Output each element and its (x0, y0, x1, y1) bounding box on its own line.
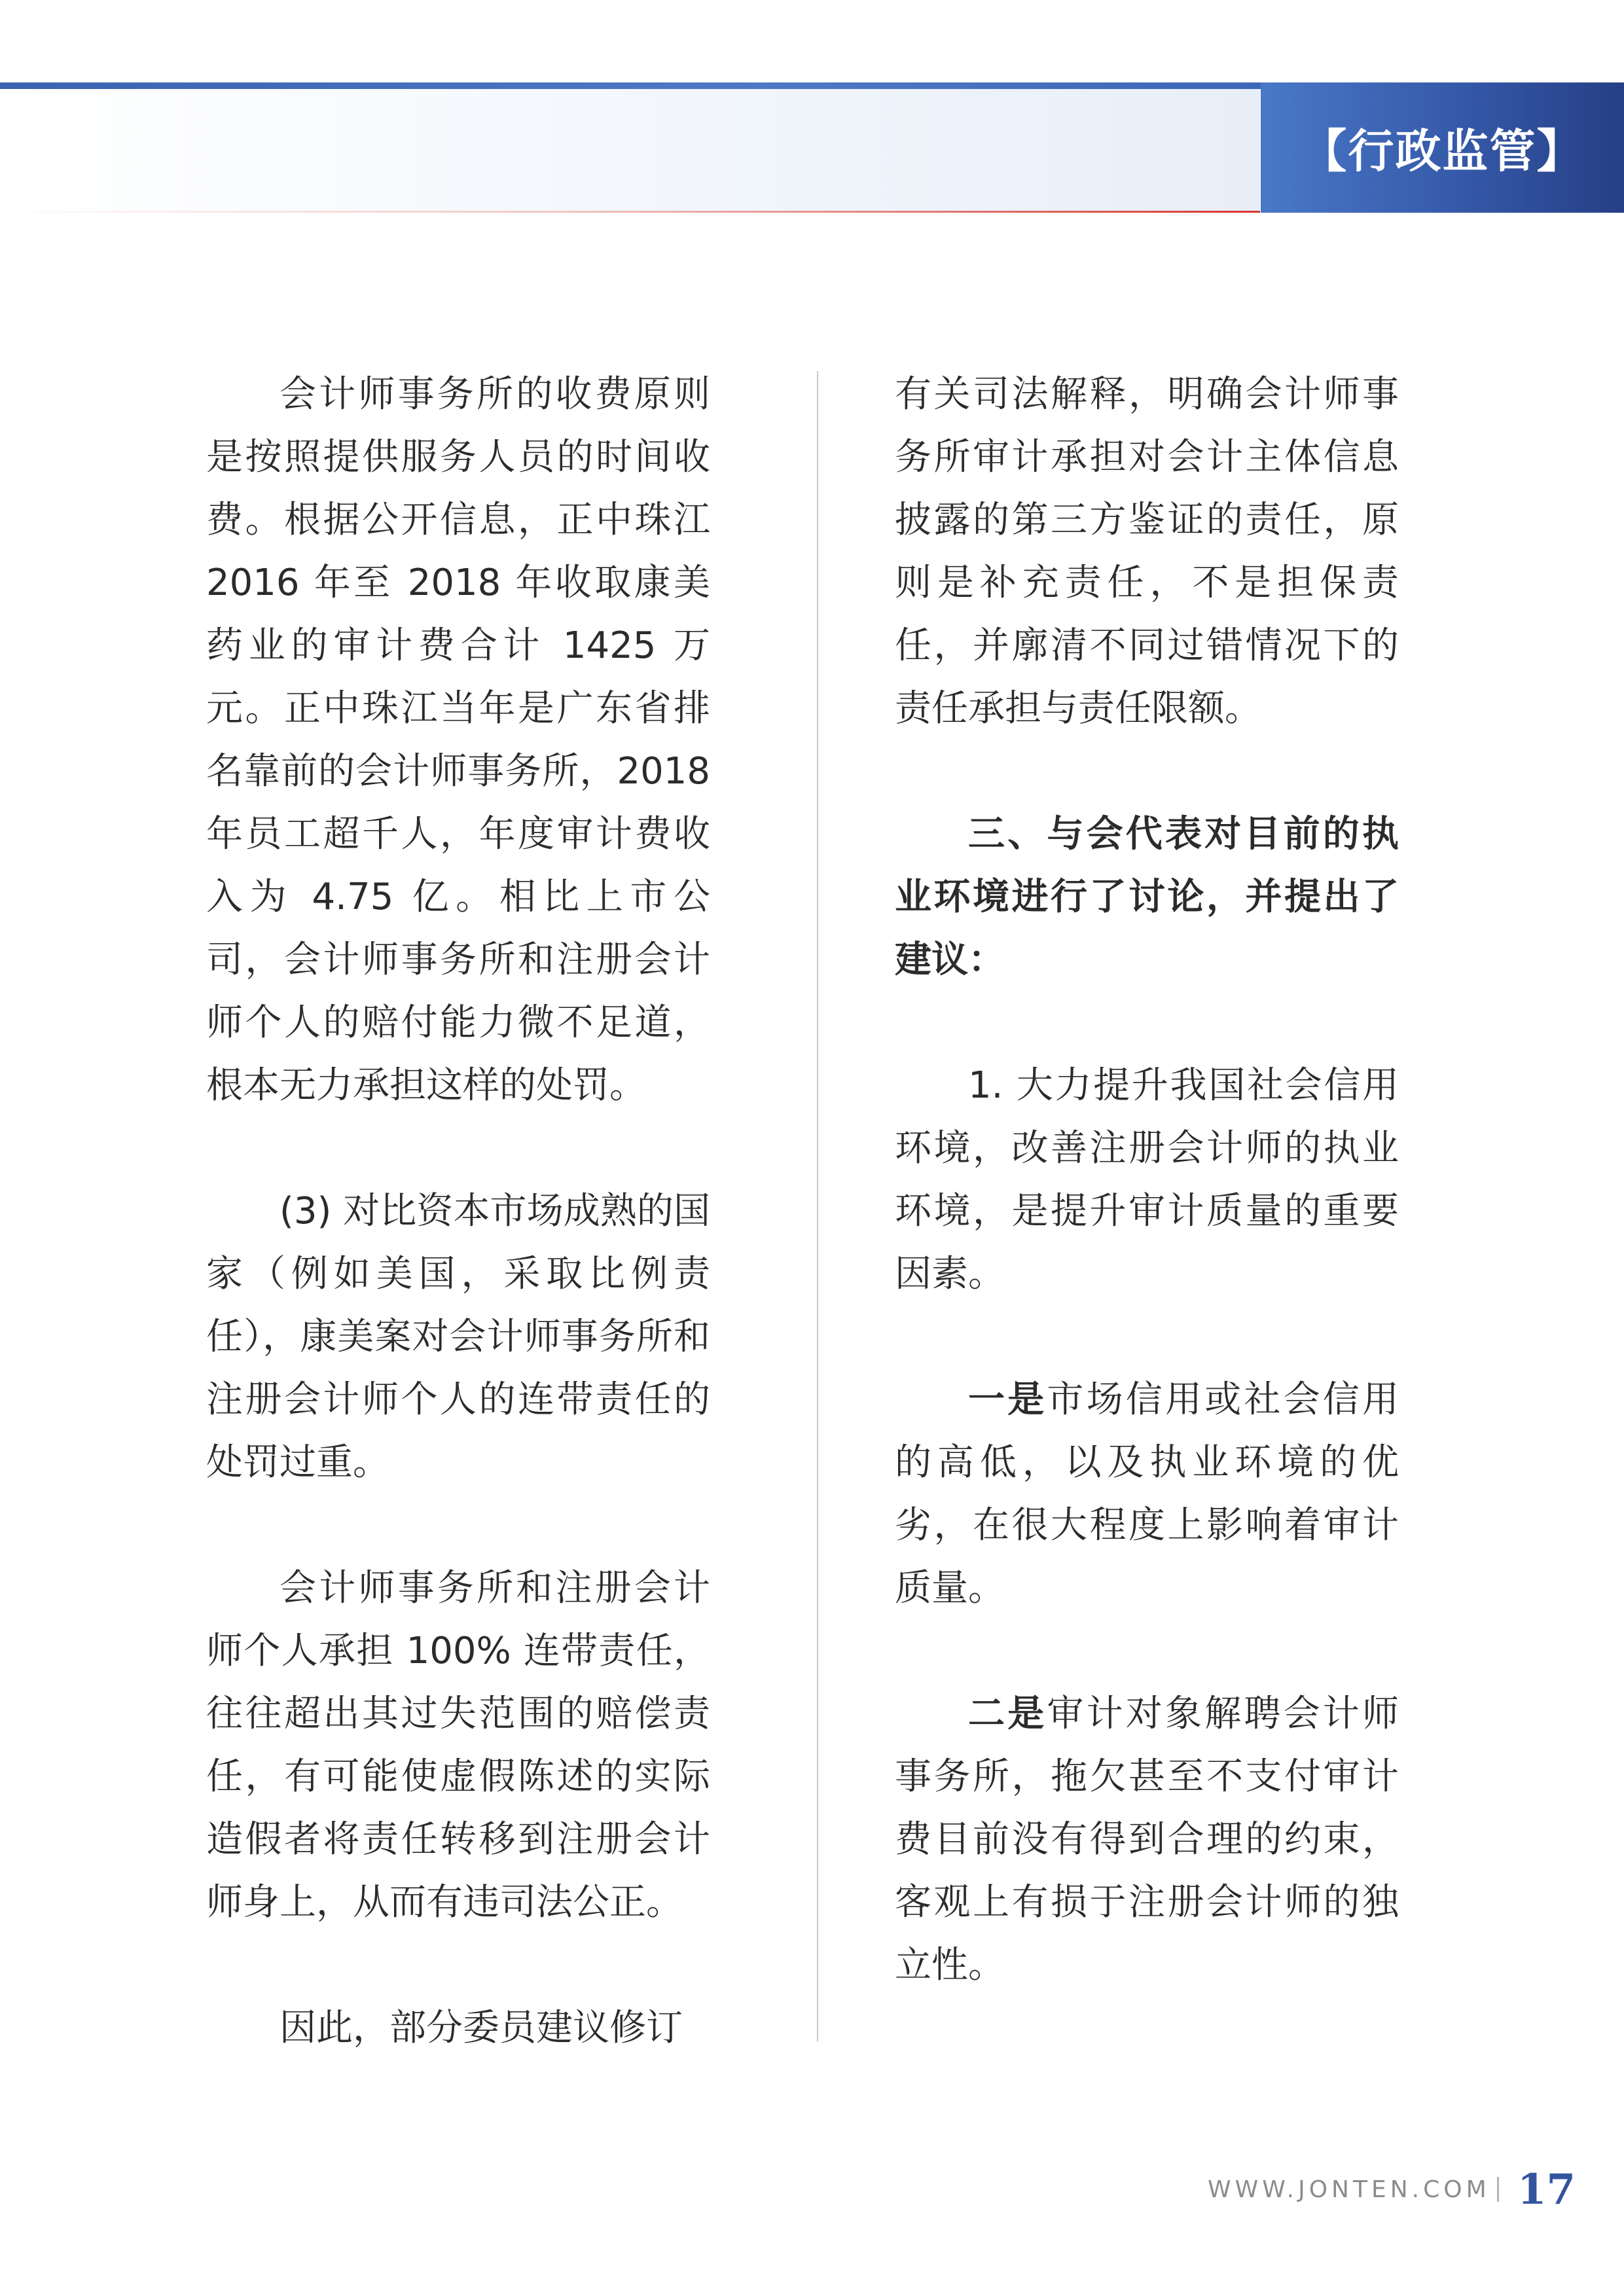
right-paragraph-1: 有关司法解释，明确会计师事务所审计承担对会计主体信息披露的第三方鉴证的责任，原则是补充责任，不是担保责任，并廓清不同过错情况下的责任承担与责任限额。 (895, 373, 1399, 730)
page-number: 17 (1517, 2164, 1576, 2214)
right-paragraph-4 (895, 1683, 1399, 1997)
point-two-text: 审计对象解聘会计师事务所，拖欠甚至不支付审计费目前没有得到合理的约束，客观上有损于注册会计师的独立性。 (895, 1693, 1399, 1986)
header-underline (0, 211, 1260, 213)
left-column (206, 363, 710, 2123)
section-title: 【行政监管】 (1261, 82, 1624, 213)
right-column (895, 363, 1399, 2060)
right-paragraph-2: 1. 大力提升我国社会信用环境，改善注册会计师的执业环境，是提升审计质量的重要因素。 (895, 1064, 1399, 1295)
footer-website: WWW.JONTEN.COM (1208, 2176, 1490, 2203)
left-paragraph-3: 会计师事务所和注册会计师个人承担 100% 连带责任，往往超出其过失范围的赔偿责任，有可能使虚假陈述的实际造假者将责任转移到注册会计师身上，从而有违司法公正。 (206, 1567, 710, 1924)
header-accent-line (0, 82, 1263, 89)
left-paragraph-4: 因此，部分委员建议修订 (280, 2007, 683, 2049)
left-paragraph-1: 会计师事务所的收费原则是按照提供服务人员的时间收费。根据公开信息，正中珠江 2016 年至 2018 年收取康美药业的审计费合计 1425 万元。正中珠江当年是广东省排名靠前的会计师事务所，2018 年员工超千人，年度审计费收入为 4.75 亿。相比上市公司，会计师事务所和注册会计师个人的赔付能力微不足道，根本无力承担这样的处罚。 (206, 373, 710, 1107)
footer-separator (1497, 2177, 1499, 2202)
point-two-lead: 二是 (968, 1693, 1047, 1735)
point-one-lead: 一是 (968, 1378, 1047, 1421)
header-band (0, 89, 1260, 211)
right-paragraph-3 (895, 1369, 1399, 1620)
point-one-text: 市场信用或社会信用的高低，以及执业环境的优劣，在很大程度上影响着审计质量。 (895, 1378, 1399, 1609)
left-paragraph-2: (3) 对比资本市场成熟的国家（例如美国，采取比例责任），康美案对会计师事务所和注册会计师个人的连带责任的处罚过重。 (206, 1190, 710, 1484)
column-divider (817, 371, 818, 2041)
section-heading: 三、与会代表对目前的执业环境进行了讨论，并提出了建议： (895, 813, 1399, 981)
